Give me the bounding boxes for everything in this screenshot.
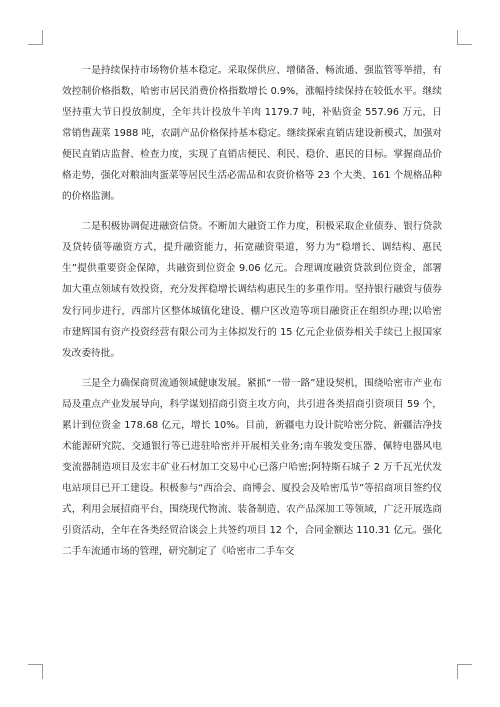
crop-mark-bottom-left <box>28 664 43 679</box>
paragraph-financing-credit: 二是积极协调促进融资信贷。不断加大融资工作力度，积极采取企业债券、银行贷款及贷转债等融资方式，提升融资能力，拓宽融资渠道，努力为“稳增长、调结构、惠民生”提供重要资金保障，共融资到位资金 9.06 亿元。合理调度融资贷款到位资金，部署加大重点领域有效投资，充分发挥稳增长调结构惠民生的多重作用。坚持银行融资与债券发行同步进行，西部片区整体城镇化建设、棚户区改造等项目融资正在组织办理;以哈密市建辉国有资产投资经营有限公司为主体拟发行的 15 亿元企业债券相关手续已上报国家发改委待批。 <box>62 221 442 359</box>
paragraph-trade-circulation: 三是全力确保商贸流通领域健康发展。紧抓“一带一路”建设契机，围绕哈密市产业布局及重点产业发展导向，科学谋划招商引资主攻方向，共引进各类招商引资项目 59 个，累计到位资金 178.68 亿元，增长 10%。目前，新疆电力设计院哈密分院、新疆洁净技术能源研究院、交通银行等已进驻哈密并开展相关业务;南车骏发变压器、佩特电器风电变流器制造项目及宏丰矿业石材加工交易中心已落户哈密;阿特斯石城子 2 万千瓦光伏发电站项目已开工建设。积极参与“西洽会、商博会、厦投会及哈密瓜节”等招商项目签约仪式，利用会展招商平台，围绕现代物流、装备制造、农产品深加工等领域，广泛开展选商引资活动，全年在各类经贸洽谈会上共签约项目 12 个，合同金额达 110.31 亿元。强化二手车流通市场的管理，研究制定了《哈密市二手车交 <box>62 377 442 558</box>
crop-mark-bottom-right <box>457 664 472 679</box>
crop-mark-top-left <box>28 30 43 45</box>
crop-mark-top-right <box>457 30 472 45</box>
document-body <box>62 60 442 700</box>
paragraph-market-prices: 一是持续保持市场物价基本稳定。采取保供应、增储备、畅流通、强监管等举措，有效控制价格指数，哈密市居民消费价格指数增长 0.9%，涨幅持续保持在较低水平。继续坚持重大节日投放制度，全年共计投放牛羊肉 1179.7 吨，补贴资金 557.96 万元，日常销售蔬菜 1988 吨，农副产品价格保持基本稳定。继续探索直销店建设新模式，加强对便民直销店监督、检查力度，实现了直销店便民、利民、稳价、惠民的目标。掌握商品价格走势，强化对粮油肉蛋菜等居民生活必需品和农资价格等 23 个大类、161 个规格品种的价格监测。 <box>62 65 442 203</box>
